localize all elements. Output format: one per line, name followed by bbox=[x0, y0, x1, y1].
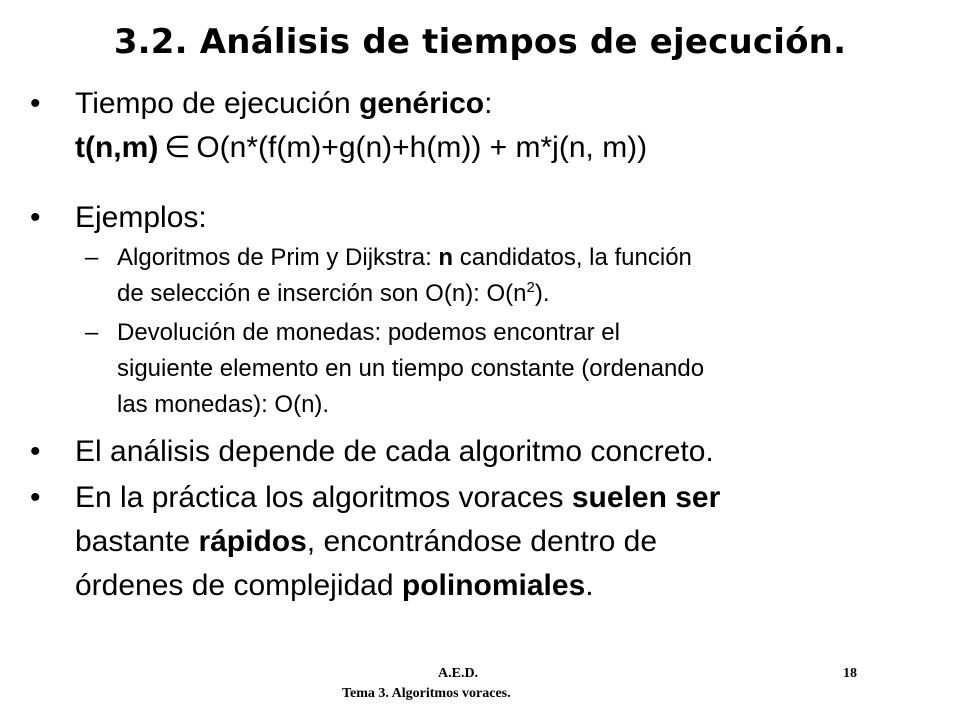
text-segment: de selección e inserción son O(n): O(n bbox=[117, 280, 527, 307]
dash-icon: – bbox=[85, 244, 99, 271]
bold-segment: polinomiales bbox=[401, 569, 586, 602]
bullet-line bbox=[75, 82, 647, 126]
text-segment: candidatos, la función bbox=[453, 244, 692, 271]
bold-segment: rápidos bbox=[198, 525, 307, 558]
text-segment: En la práctica los algoritmos voraces bbox=[75, 481, 572, 514]
bullet-dot-icon: • bbox=[30, 87, 41, 120]
footer-course: A.E.D. bbox=[438, 666, 479, 681]
text-segment: ). bbox=[534, 280, 550, 307]
dash-icon: – bbox=[85, 319, 99, 346]
formula-lhs: t(n,m) bbox=[75, 131, 159, 164]
element-of-icon: ∈ bbox=[164, 131, 191, 164]
text-segment: : bbox=[484, 87, 493, 120]
footer-page-number: 18 bbox=[843, 666, 857, 681]
footer-topic: Tema 3. Algoritmos voraces. bbox=[342, 686, 511, 701]
text-segment: Tiempo de ejecución bbox=[75, 87, 360, 120]
formula-line bbox=[75, 126, 647, 170]
formula-rhs: O(n*(f(m)+g(n)+h(m)) + m*j(n, m)) bbox=[196, 131, 648, 164]
bold-segment: suelen ser bbox=[571, 481, 721, 514]
text-segment: , encontrándose dentro de bbox=[306, 525, 658, 558]
bullet-line: El análisis depende de cada algoritmo concreto. bbox=[75, 435, 714, 468]
bullet-dot-icon: • bbox=[30, 435, 41, 468]
bullet-line bbox=[75, 564, 720, 608]
bullet-line bbox=[75, 520, 720, 564]
superscript: 2 bbox=[526, 279, 535, 296]
bold-segment: n bbox=[438, 244, 454, 271]
sub-bullet-line: siguiente elemento en un tiempo constante (ordenando bbox=[117, 355, 705, 382]
bullet-line bbox=[75, 476, 720, 520]
bullet-label: Ejemplos: bbox=[75, 201, 207, 234]
bullet-dot-icon: • bbox=[30, 481, 41, 514]
sub-bullet-line: las monedas): O(n). bbox=[117, 391, 330, 418]
text-segment: Algoritmos de Prim y Dijkstra: bbox=[117, 244, 439, 271]
text-segment: bastante bbox=[75, 525, 199, 558]
sub-bullet-line: Devolución de monedas: podemos encontrar el bbox=[117, 319, 620, 346]
sub-bullet-line bbox=[117, 276, 692, 312]
bold-segment: genérico bbox=[359, 87, 485, 120]
slide-title: 3.2. Análisis de tiempos de ejecución. bbox=[113, 22, 847, 62]
text-segment: . bbox=[585, 569, 594, 602]
sub-bullet-line bbox=[117, 240, 692, 276]
bullet-dot-icon: • bbox=[30, 201, 41, 234]
text-segment: órdenes de complejidad bbox=[75, 569, 402, 602]
